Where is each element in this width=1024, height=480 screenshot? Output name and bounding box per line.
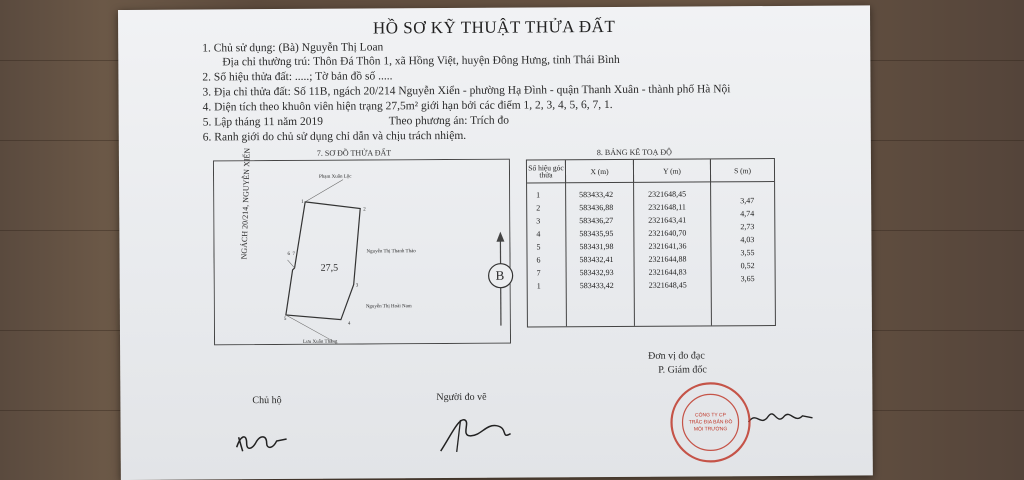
owner-signature [233, 427, 293, 457]
survey-unit-label: Đơn vị đo đạc [648, 350, 705, 362]
distance-1-2: 3,47 [740, 196, 755, 206]
road-label: NGÁCH 20/214, NGUYỄN XIỂN [239, 147, 252, 260]
row-6-x: 583432,41 [579, 254, 614, 265]
row-1-y: 2321648,45 [648, 189, 687, 199]
row-6-y: 2321644,88 [648, 254, 687, 264]
area-line: 4. Diện tích theo khuôn viên hiện trạng 27,5m² giới hạn bởi các điểm 1, 2, 3, 4, 5, 6, 7, 1. [202, 98, 613, 114]
area-value: 27,5 [320, 262, 339, 274]
measurer-signature [430, 406, 520, 457]
distance-5-6: 3,55 [740, 248, 755, 258]
neighbor-bottom: Lưu Xuân Thắng [303, 339, 338, 345]
owner-line: 1. Chủ sử dụng: (Bà) Nguyễn Thị Loan [202, 41, 384, 55]
neighbor-right: Nguyễn Thị Thanh Thảo [366, 249, 416, 255]
svg-text:CÔNG TY CP: CÔNG TY CP [695, 412, 726, 419]
column-header-y: Y (m) [634, 159, 711, 182]
row-7-x: 583432,93 [579, 267, 614, 278]
parcel-diagram [213, 159, 511, 346]
director-signature [746, 404, 816, 434]
column-header-point: Số hiệu góc thửa [527, 160, 566, 183]
table-row: 7 [536, 268, 541, 278]
table-row: 6 [536, 255, 541, 265]
director-label: P. Giám đốc [658, 364, 707, 376]
row-5-x: 583431,98 [579, 241, 614, 252]
company-stamp [668, 380, 753, 465]
neighbor-top: Phạm Xuân Lộc [319, 174, 352, 180]
date-line: 5. Lập tháng 11 năm 2019 [202, 115, 324, 129]
row-2-x: 583436,88 [579, 202, 614, 213]
table-row: 1 [536, 281, 541, 291]
measurer-signature-label: Người đo vẽ [436, 391, 487, 404]
neighbor-bottom-right: Nguyễn Thị Hoài Nam [365, 304, 412, 310]
point-label-7: 7 [292, 251, 296, 257]
distance-6-7: 0,52 [740, 261, 755, 271]
row-8-x: 583433,42 [579, 280, 614, 291]
compass-letter: B [495, 267, 505, 283]
svg-text:MÔI TRƯỜNG: MÔI TRƯỜNG [693, 426, 728, 433]
parcel-address-line: 3. Địa chỉ thửa đất: Số 11B, ngách 20/214 Nguyễn Xiển - phường Hạ Đình - quận Thanh Xuân - thành phố Hà Nội [202, 83, 731, 99]
row-4-x: 583435,95 [579, 228, 614, 239]
table-row: 3 [536, 216, 541, 226]
table-row: 1 [536, 190, 541, 200]
document-page [118, 5, 873, 480]
parcel-boundary [285, 199, 361, 320]
distance-7-1: 3,65 [740, 274, 755, 284]
parcel-number-line: 2. Số hiệu thửa đất: .....; Tờ bản đồ số ..... [202, 70, 393, 84]
row-2-y: 2321648,11 [648, 202, 686, 212]
table-row: 2 [536, 203, 541, 213]
distance-2-3: 4,74 [740, 209, 755, 219]
distance-4-5: 4,03 [740, 235, 755, 245]
point-label-2: 2 [363, 207, 366, 213]
document-title: HỒ SƠ KỸ THUẬT THỬA ĐẤT [372, 16, 616, 38]
point-label-6: 6 [287, 251, 291, 257]
svg-text:TRẮC ĐỊA BẢN ĐỒ: TRẮC ĐỊA BẢN ĐỒ [688, 419, 733, 426]
diagram-heading: 7. SƠ ĐỒ THỬA ĐẤT [316, 148, 392, 158]
coordinates-heading: 8. BẢNG KÊ TOẠ ĐỘ [596, 147, 672, 158]
row-8-y: 2321648,45 [648, 280, 687, 290]
row-1-x: 583433,42 [579, 189, 614, 200]
row-3-x: 583436,27 [579, 215, 614, 226]
owner-signature-label: Chủ hộ [252, 395, 282, 407]
coordinates-table [526, 158, 776, 328]
row-4-y: 2321640,70 [648, 228, 687, 238]
distance-3-4: 2,73 [740, 222, 755, 232]
row-3-y: 2321643,41 [648, 215, 687, 225]
point-label-3: 3 [355, 283, 359, 289]
point-label-1: 1 [301, 199, 304, 205]
row-5-y: 2321641,36 [648, 241, 687, 251]
table-row: 4 [536, 229, 541, 239]
point-label-4: 4 [347, 321, 351, 327]
column-header-x: X (m) [566, 160, 634, 183]
boundary-line: 6. Ranh giới do chủ sử dụng chỉ dẫn và chịu trách nhiệm. [202, 129, 467, 144]
table-row: 5 [536, 242, 541, 252]
address-line: Địa chỉ thường trú: Thôn Đá Thôn 1, xã Hồng Việt, huyện Đông Hưng, tỉnh Thái Bình [222, 53, 620, 69]
column-header-s: S (m) [711, 159, 774, 182]
row-7-y: 2321644,83 [648, 267, 687, 277]
point-label-5: 5 [283, 316, 287, 322]
method-line: Theo phương án: Trích đo [388, 114, 510, 128]
